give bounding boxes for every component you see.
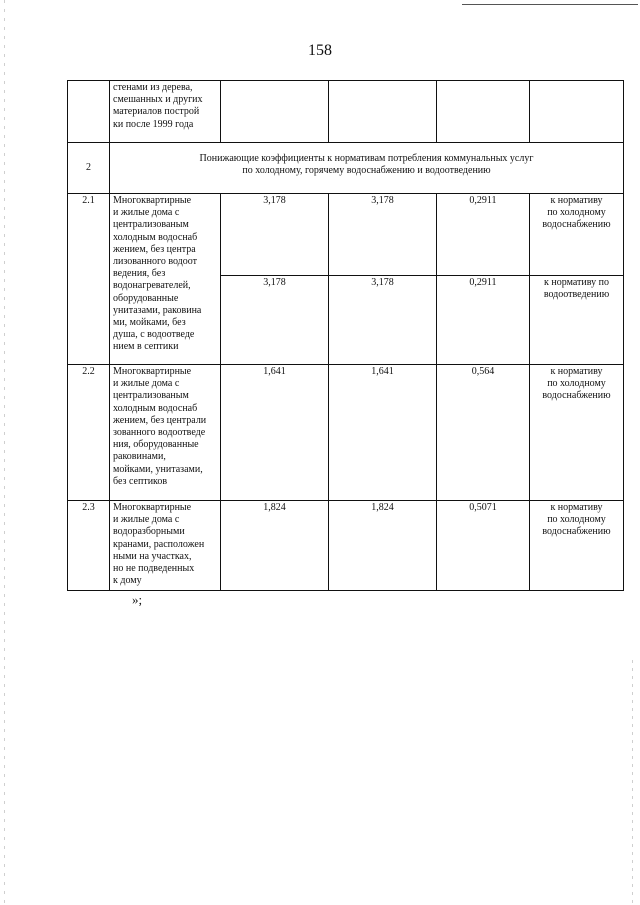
note-line: водоснабжению [542, 219, 611, 231]
description-line: но не подведенных [113, 563, 195, 575]
description-line: Многоквартирные [113, 366, 192, 377]
description-line: мойками, унитазами, [113, 463, 203, 475]
row-description [110, 194, 221, 365]
row-description [110, 501, 221, 591]
note-line: по холодному [547, 514, 606, 526]
description-line: лизованного водоот [113, 256, 198, 268]
note-line: водоснабжению [542, 526, 611, 538]
section-number: 2 [68, 143, 110, 194]
description-line: смешанных и других [113, 94, 203, 106]
table-row-2-1-a [68, 194, 624, 276]
value-cell [221, 81, 329, 143]
coefficient-value: 0,564 [437, 365, 530, 501]
description-line: централизованым [113, 219, 189, 231]
description-line: ведения, без [113, 268, 166, 280]
description-line: и жилые дома с [113, 514, 180, 526]
table-row-2-3 [68, 501, 624, 591]
description-line: унитазами, раковина [113, 304, 202, 316]
description-line: кранами, расположен [113, 538, 205, 550]
scan-margin-left [4, 0, 5, 905]
description-line: душа, с водоотведе [113, 329, 195, 341]
row-description-cell [110, 81, 221, 143]
description-line: раковинами, [113, 451, 166, 463]
description-line: и жилые дома с [113, 378, 180, 390]
note-line: водоотведению [543, 289, 610, 301]
coefficient-value: 1,824 [221, 501, 329, 591]
coefficient-value: 1,641 [221, 365, 329, 501]
description-line: ными на участках, [113, 550, 192, 562]
description-line: жением, без центра [113, 243, 196, 255]
normative-note [530, 365, 624, 501]
coefficient-value: 3,178 [221, 194, 329, 276]
description-line: и жилые дома с [113, 207, 180, 219]
note-line: к нормативу [550, 502, 603, 513]
description-line: ки после 1999 года [113, 118, 194, 130]
value-cell [437, 81, 530, 143]
description-line: стенами из дерева, [113, 82, 193, 93]
coefficient-value: 1,824 [329, 501, 437, 591]
note-line: по холодному [547, 207, 606, 219]
coefficient-value: 0,2911 [437, 276, 530, 365]
row-number-cell [68, 81, 110, 143]
description-line: Многоквартирные [113, 502, 192, 513]
description-line: ми, мойками, без [113, 317, 186, 329]
description-line: к дому [113, 575, 142, 587]
table-row-2-2 [68, 365, 624, 501]
coefficients-table [67, 80, 624, 591]
coefficient-value: 3,178 [329, 276, 437, 365]
description-line: холодным водоснаб [113, 231, 198, 243]
note-line: водоснабжению [542, 390, 611, 402]
note-line: к нормативу [550, 366, 603, 377]
description-line: жением, без централи [113, 414, 207, 426]
description-line: зованного водоотведе [113, 427, 206, 439]
scan-margin-right [632, 660, 633, 905]
row-number: 2.3 [68, 501, 110, 591]
page-number: 158 [308, 42, 332, 59]
coefficient-value: 0,2911 [437, 194, 530, 276]
description-line: Многоквартирные [113, 195, 192, 206]
description-line: ния, оборудованные [113, 439, 199, 451]
value-cell [329, 81, 437, 143]
coefficient-value: 0,5071 [437, 501, 530, 591]
section-title [110, 143, 624, 194]
section-title-line: по холодному, горячему водоснабжению и водоотведению [242, 165, 491, 177]
description-line: без септиков [113, 475, 168, 487]
top-rule [462, 4, 638, 5]
table-row-section [68, 143, 624, 194]
description-line: материалов построй [113, 106, 200, 118]
coefficient-value: 1,641 [329, 365, 437, 501]
note-line: по холодному [547, 378, 606, 390]
note-line: к нормативу [550, 195, 603, 206]
normative-note [530, 501, 624, 591]
description-line: оборудованные [113, 292, 179, 304]
description-line: централизованым [113, 390, 189, 402]
normative-note [530, 276, 624, 365]
description-line: водонагревателей, [113, 280, 191, 292]
note-line: к нормативу по [544, 277, 609, 288]
description-line: нием в септики [113, 341, 179, 353]
note-cell [530, 81, 624, 143]
row-number: 2.1 [68, 194, 110, 365]
normative-note [530, 194, 624, 276]
description-line: холодным водоснаб [113, 402, 198, 414]
coefficient-value: 3,178 [329, 194, 437, 276]
coefficient-value: 3,178 [221, 276, 329, 365]
description-line: водоразборными [113, 526, 185, 538]
row-number: 2.2 [68, 365, 110, 501]
table-row-continued [68, 81, 624, 143]
closing-quote: »; [132, 592, 143, 607]
row-description [110, 365, 221, 501]
section-title-line: Понижающие коэффициенты к нормативам потребления коммунальных услуг [199, 153, 534, 164]
